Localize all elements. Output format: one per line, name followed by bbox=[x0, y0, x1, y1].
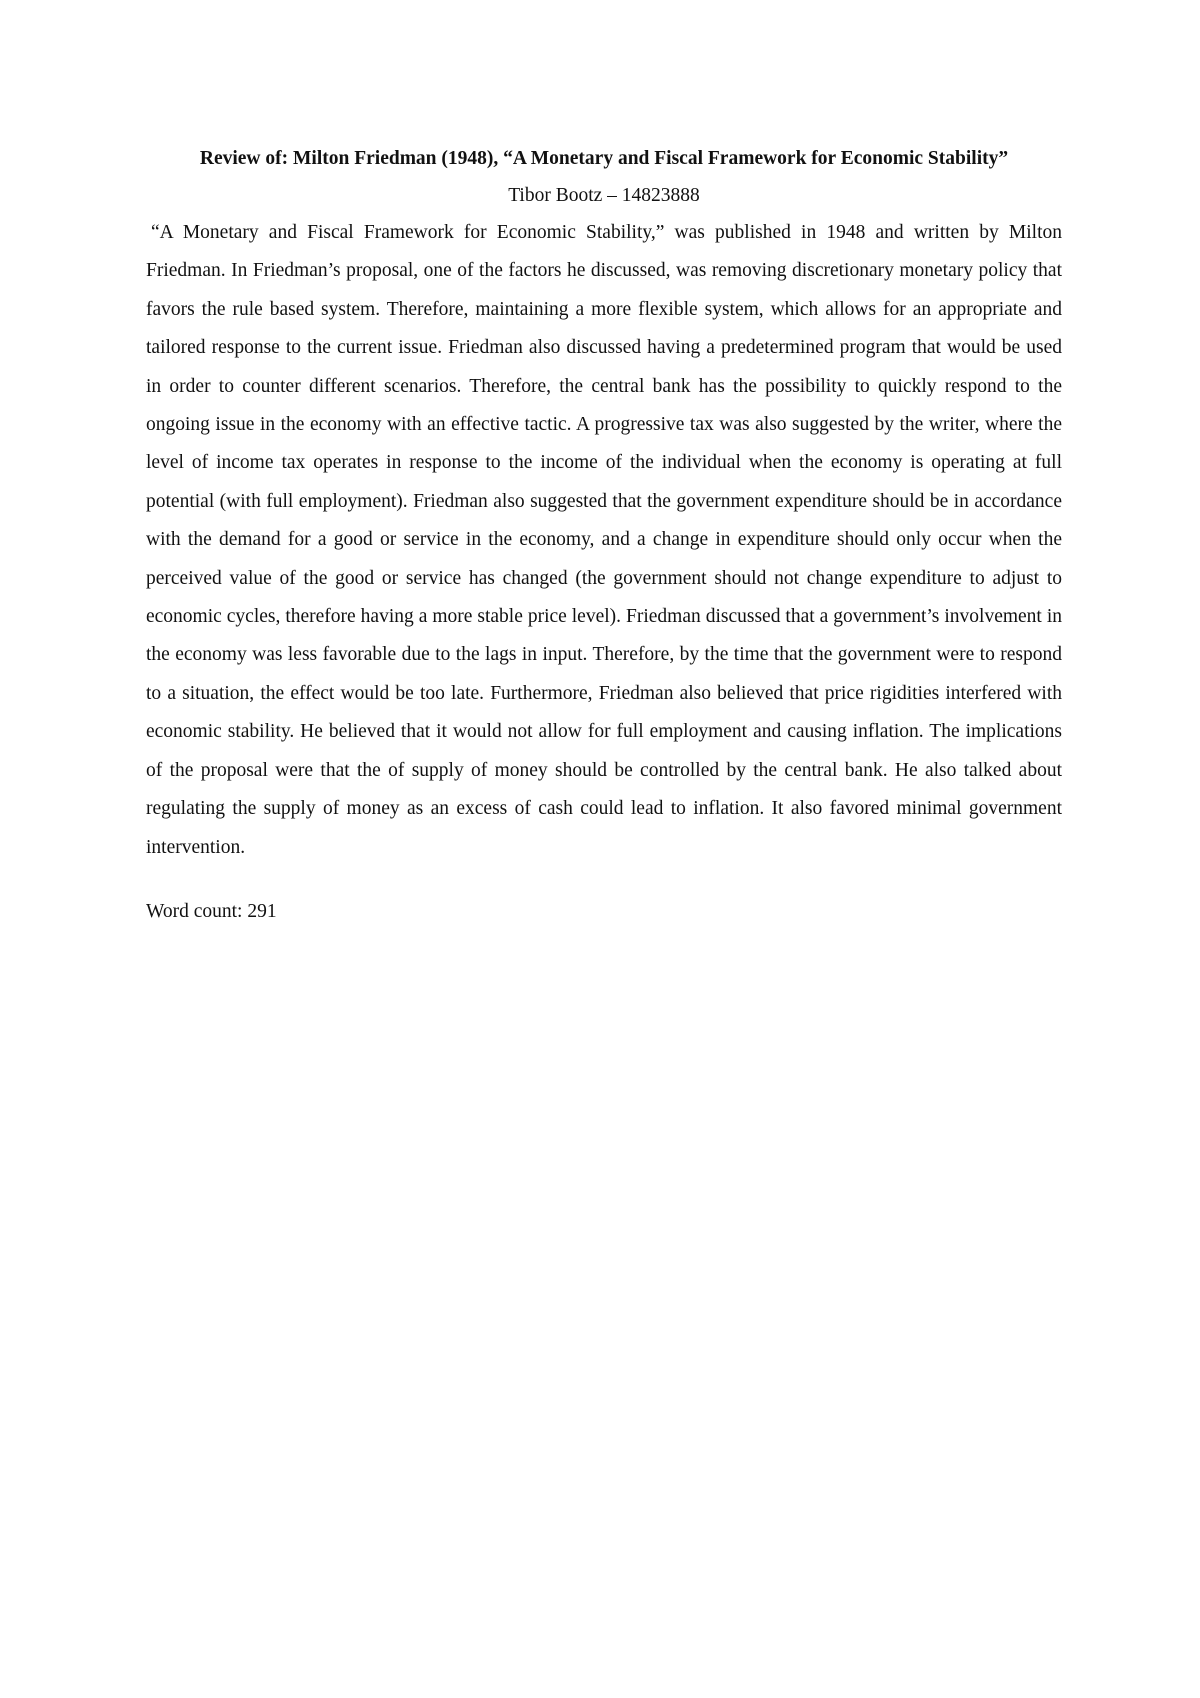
document-title: Review of: Milton Friedman (1948), “A Monetary and Fiscal Framework for Economic Stability” bbox=[199, 148, 1009, 169]
body-paragraph: “A Monetary and Fiscal Framework for Economic Stability,” was published in 1948 and written by Milton Friedman. In Friedman’s proposal, one of the factors he discussed, was removing discretionary monetary policy that favors the rule based system. Therefore, maintaining a more flexible system, which allows for an appropriate and tailored response to the current issue. Friedman also discussed having a predetermined program that would be used in order to counter different scenarios. Therefore, the central bank has the possibility to quickly respond to the ongoing issue in the economy with an effective tactic. A progressive tax was also suggested by the writer, where the level of income tax operates in response to the income of the individual when the economy is operating at full potential (with full employment). Friedman also suggested that the government expenditure should be in accordance with the demand for a good or service in the economy, and a change in expenditure should only occur when the perceived value of the good or service has changed (the government should not change expenditure to adjust to economic cycles, therefore having a more stable price level). Friedman discussed that a government’s involvement in the economy was less favorable due to the lags in input. Therefore, by the time that the government were to respond to a situation, the effect would be too late. Furthermore, Friedman also believed that price rigidities interfered with economic stability. He believed that it would not allow for full employment and causing inflation. The implications of the proposal were that the of supply of money should be controlled by the central bank. He also talked about regulating the supply of money as an excess of cash could lead to inflation. It also favored minimal government intervention. bbox=[146, 222, 1062, 858]
author-line: Tibor Bootz – 14823888 bbox=[508, 185, 700, 206]
document-content bbox=[146, 140, 1062, 931]
word-count: Word count: 291 bbox=[146, 900, 277, 922]
